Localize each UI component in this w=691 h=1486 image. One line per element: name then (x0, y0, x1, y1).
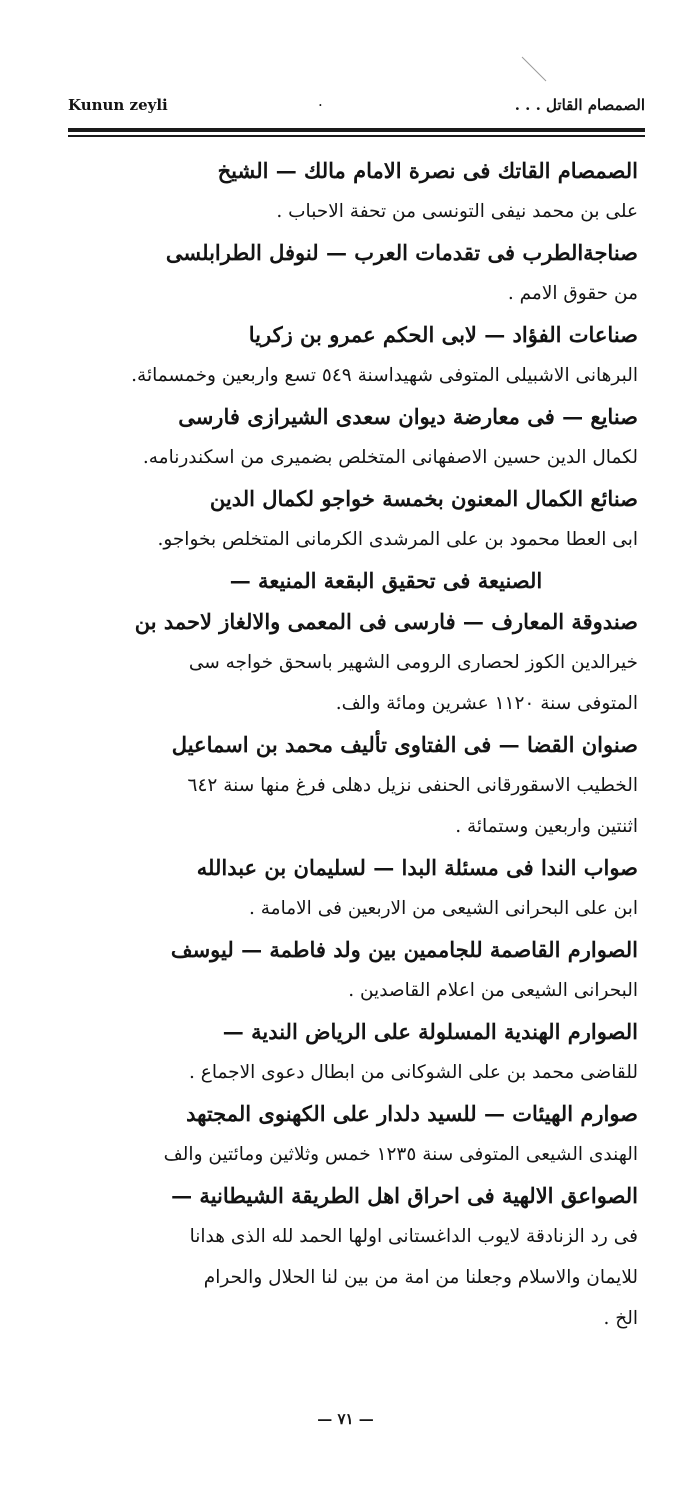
entries-list (74, 150, 638, 1339)
bibliography-entry (74, 478, 638, 601)
entry-text-line: للايمان والاسلام وجعلنا من امة من بين لنا الحلال والحرام (203, 1267, 638, 1288)
bibliography-entry (74, 232, 638, 314)
entry-text-line: للقاضى محمد بن على الشوكانى من ابطال دعوى الاجماع . (189, 1062, 638, 1083)
entry-title-line: صوارم الهيئات — للسيد دلدار على الكهنوى المجتهد (186, 1101, 638, 1126)
entry-title-line: صناعات الفؤاد — لابى الحكم عمرو بن زكريا (248, 322, 638, 347)
bibliography-entry (74, 1175, 638, 1339)
entry-title-line: صندوقة المعارف — فارسى فى المعمى والالغاز لاحمد بن (134, 609, 638, 634)
entry-title-line: الصواعق الالهية فى احراق اهل الطريقة الشيطانية — (171, 1183, 638, 1208)
running-header (68, 96, 645, 122)
entry-title-line: الصوارم الهندية المسلولة على الرياض الندية — (222, 1019, 638, 1044)
entry-text-line: خيرالدين الكوز لحصارى الرومى الشهير باسحق خواجه سى (188, 652, 638, 673)
entry-text-line: الهندى الشيعى المتوفى سنة ١٢٣٥ خمس وثلاثين ومائتين والف (163, 1144, 638, 1165)
entry-title-line: صناجةالطرب فى تقدمات العرب — لنوفل الطرابلسى (165, 240, 638, 265)
entry-text-line: فى رد الزنادقة لايوب الداغستانى اولها الحمد لله الذى هدانا (189, 1226, 638, 1247)
bibliography-entry (74, 929, 638, 1011)
entry-title-line: صواب الندا فى مسئلة البدا — لسليمان بن عبدالله (196, 855, 638, 880)
entry-text-line: ابى العطا محمود بن على المرشدى الكرمانى المتخلص بخواجو. (157, 529, 638, 550)
header-center-dot: · (318, 96, 323, 114)
bibliography-entry (74, 150, 638, 232)
entry-text-line: البحرانى الشيعى من اعلام القاصدين . (348, 980, 638, 1001)
bibliography-entry (74, 724, 638, 847)
entry-title-line: الصنيعة فى تحقيق البقعة المنيعة — (229, 568, 543, 593)
bibliography-entry (74, 847, 638, 929)
entry-text-line: على بن محمد نيفى التونسى من تحفة الاحباب . (276, 201, 638, 222)
bibliography-entry (74, 1093, 638, 1175)
entry-title-line: صنايع — فى معارضة ديوان سعدى الشيرازى فارسى (178, 404, 638, 429)
entry-text-line: اثنتين واربعين وستمائة . (455, 816, 638, 837)
entry-text-line: المتوفى سنة ١١٢٠ عشرين ومائة والف. (335, 693, 638, 714)
entry-title-line: صنائع الكمال المعنون بخمسة خواجو لكمال الدين (209, 486, 638, 511)
header-right-text: الصمصام القاتل . . . (514, 96, 645, 114)
header-left-text: Kunun zeyli (68, 96, 168, 114)
entry-text-line: الخطيب الاسقورقانى الحنفى نزيل دهلى فرغ منها سنة ٦٤٢ (187, 775, 638, 796)
entry-text-line: البرهانى الاشبيلى المتوفى شهيداسنة ٥٤٩ تسع واربعين وخمسمائة. (131, 365, 638, 386)
entry-title-line: الصمصام القاتك فى نصرة الامام مالك — الشيخ (217, 158, 638, 183)
bibliography-entry (74, 396, 638, 478)
entry-text-line: من حقوق الامم . (507, 283, 638, 304)
bibliography-entry (74, 1011, 638, 1093)
entry-text-line: ابن على البحرانى الشيعى من الاربعين فى الامامة . (249, 898, 638, 919)
page-number: — ٧١ — (317, 1410, 374, 1428)
bibliography-entry (74, 314, 638, 396)
entry-title-line: صنوان القضا — فى الفتاوى تأليف محمد بن اسماعيل (171, 732, 638, 757)
entry-text-line: لكمال الدين حسين الاصفهانى المتخلص بضميرى من اسكندرنامه. (142, 447, 638, 468)
entry-text-line: الخ . (603, 1308, 638, 1329)
header-rule-thick (68, 128, 645, 132)
bibliography-entry (74, 601, 638, 724)
header-rule-thin (68, 135, 645, 137)
scan-mark (520, 55, 548, 83)
entry-title-line: الصوارم القاصمة للجاممين بين ولد فاطمة — ليوسف (170, 937, 638, 962)
